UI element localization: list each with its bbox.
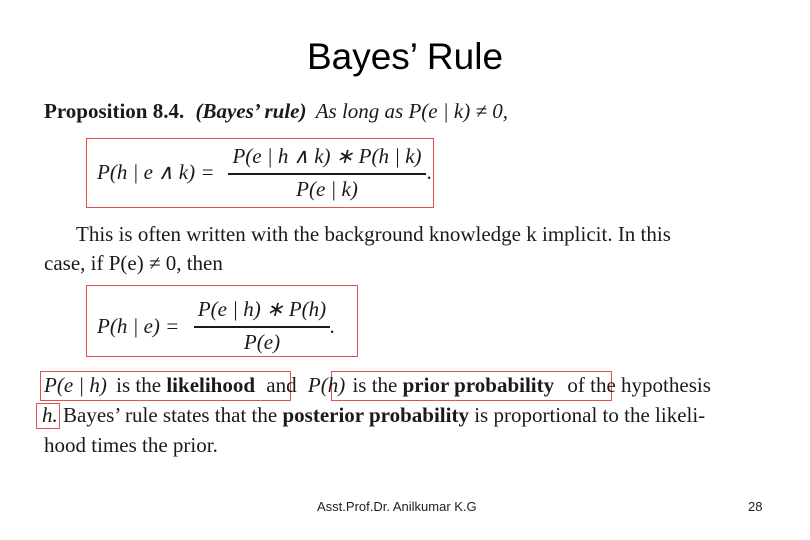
and-text: and [266, 373, 297, 397]
formula2-numerator: P(e | h) ∗ P(h) [197, 297, 327, 321]
footer-author: Asst.Prof.Dr. Anilkumar K.G [317, 499, 477, 514]
posterior-probability-word: posterior probability [282, 403, 469, 427]
prior-term: P(h) [307, 373, 346, 397]
page-number: 28 [748, 499, 763, 514]
closing-line-2 [42, 403, 705, 428]
is-the-text-2: is the [352, 373, 398, 397]
closing-line-3: hood times the prior. [44, 433, 218, 457]
proposition-label: Proposition 8.4. [44, 99, 185, 123]
formula1-denominator: P(e | k) [296, 177, 358, 201]
formula1-period: . [427, 160, 433, 184]
hypothesis-h: h. [42, 403, 58, 427]
formula2-fraction-bar [194, 326, 330, 328]
formula2-period: . [330, 314, 336, 338]
proposition-condition: As long as P(e | k) ≠ 0, [315, 99, 508, 123]
likelihood-word: likelihood [166, 373, 256, 397]
rule-states-text: Bayes’ rule states that the [63, 403, 278, 427]
proposition-line [44, 99, 508, 124]
slide-title: Bayes’ Rule [306, 36, 504, 77]
proportional-text: is proportional to the likeli- [474, 403, 706, 427]
explanation-line-1: This is often written with the background knowledge k implicit. In this [76, 222, 671, 246]
formula1-fraction-bar [228, 173, 426, 175]
proposition-name: (Bayes’ rule) [195, 99, 307, 123]
formula2-lhs: P(h | e) = [97, 314, 180, 338]
of-hypothesis-text: of the hypothesis [567, 373, 711, 397]
formula1-numerator: P(e | h ∧ k) ∗ P(h | k) [232, 144, 422, 168]
formula1-lhs: P(h | e ∧ k) = [97, 160, 215, 184]
likelihood-term: P(e | h) [44, 373, 107, 397]
is-the-text: is the [116, 373, 162, 397]
closing-line-1 [44, 373, 711, 398]
explanation-line-2: case, if P(e) ≠ 0, then [44, 251, 223, 275]
prior-probability-word: prior probability [402, 373, 555, 397]
formula2-denominator: P(e) [243, 330, 281, 354]
